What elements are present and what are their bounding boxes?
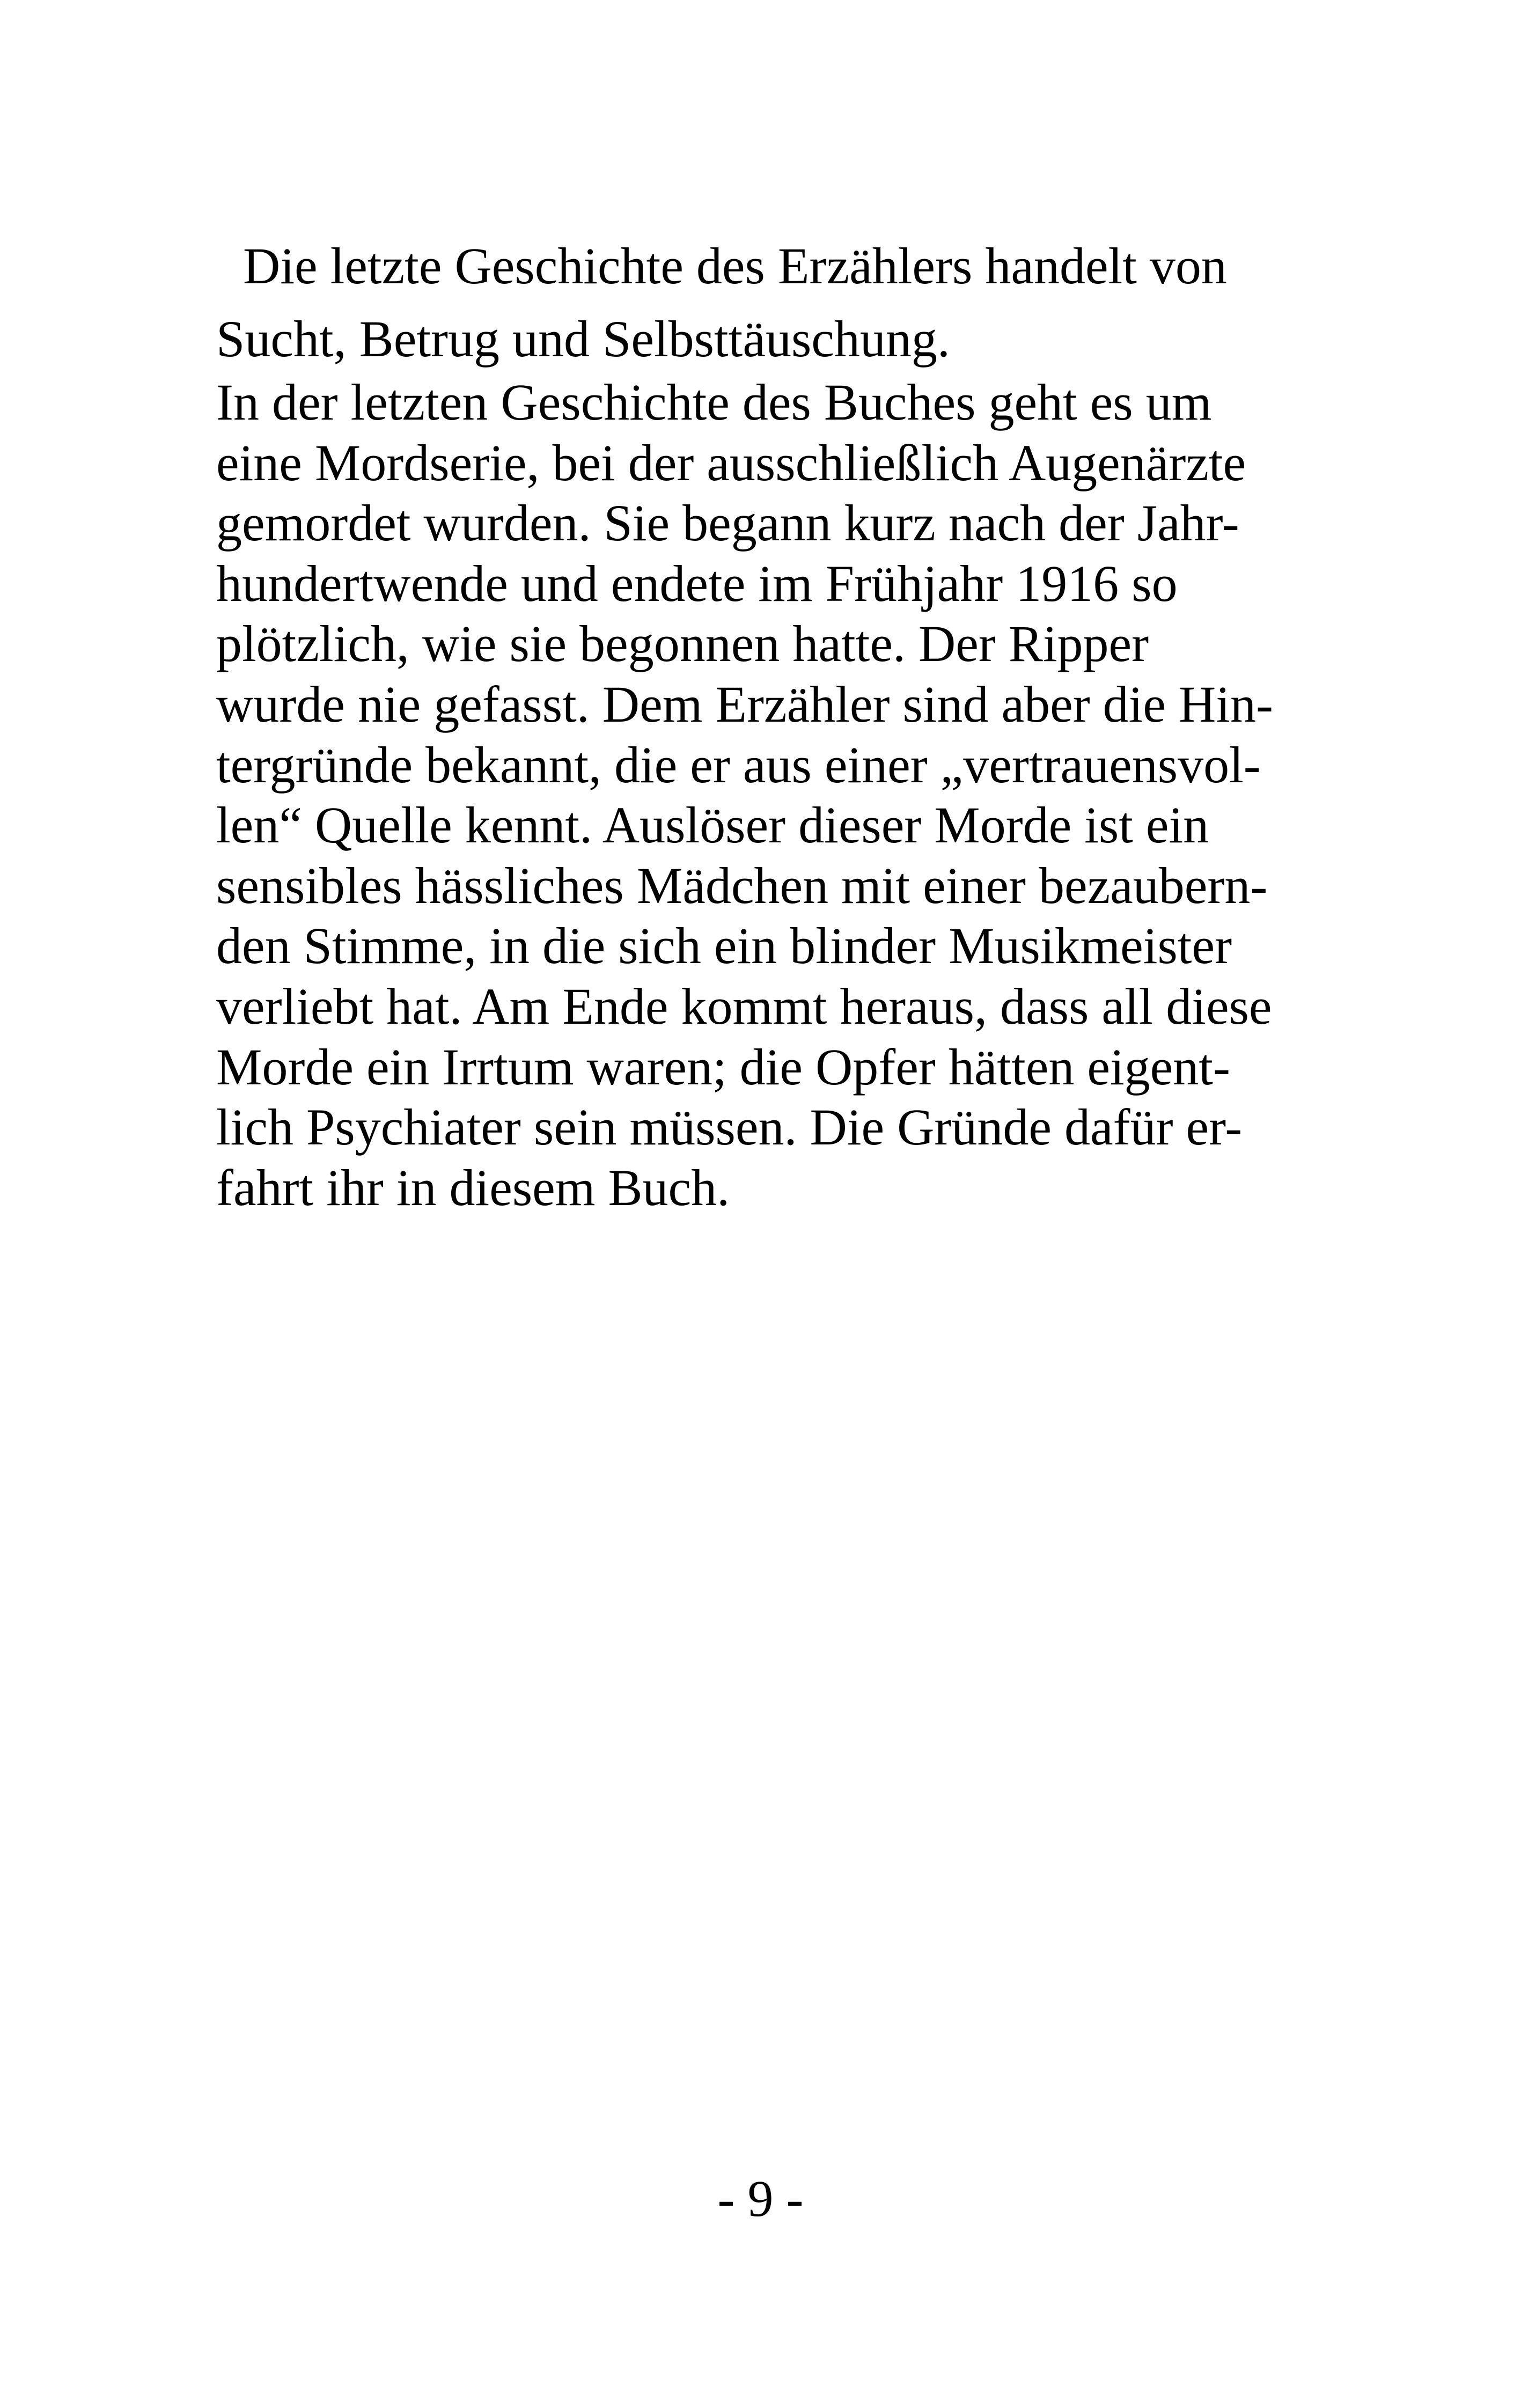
text-line: plötzlich, wie sie begonnen hatte. Der Ripper — [216, 615, 1149, 672]
page-number: - 9 - — [717, 2170, 804, 2227]
text-line: wurde nie gefasst. Dem Erzähler sind aber die Hin- — [216, 676, 1273, 733]
text-line: tergründe bekannt, die er aus einer „vertrauensvol- — [216, 736, 1261, 794]
text-line: den Stimme, in die sich ein blinder Musikmeister — [216, 917, 1232, 974]
text-line: In der letzten Geschichte des Buches geht es um — [216, 373, 1212, 431]
text-line: hundertwende und endete im Frühjahr 1916 so — [216, 555, 1178, 612]
text-line: eine Mordserie, bei der ausschließlich Augenärzte — [216, 434, 1246, 491]
text-line: Morde ein Irrtum waren; die Opfer hätten eigent- — [216, 1038, 1230, 1096]
text-line: len“ Quelle kennt. Auslöser dieser Morde ist ein — [216, 796, 1209, 854]
text-line: sensibles hässliches Mädchen mit einer bezaubern- — [216, 857, 1268, 914]
text-line: fahrt ihr in diesem Buch. — [216, 1159, 730, 1216]
text-line: Sucht, Betrug und Selbsttäuschung. — [216, 310, 950, 368]
text-line: verliebt hat. Am Ende kommt heraus, dass all diese — [216, 978, 1272, 1035]
text-line: lich Psychiater sein müssen. Die Gründe dafür er- — [216, 1098, 1243, 1156]
text-line: gemordet wurden. Sie begann kurz nach der Jahr- — [216, 494, 1239, 552]
text-line: Die letzte Geschichte des Erzählers handelt von — [243, 237, 1227, 295]
